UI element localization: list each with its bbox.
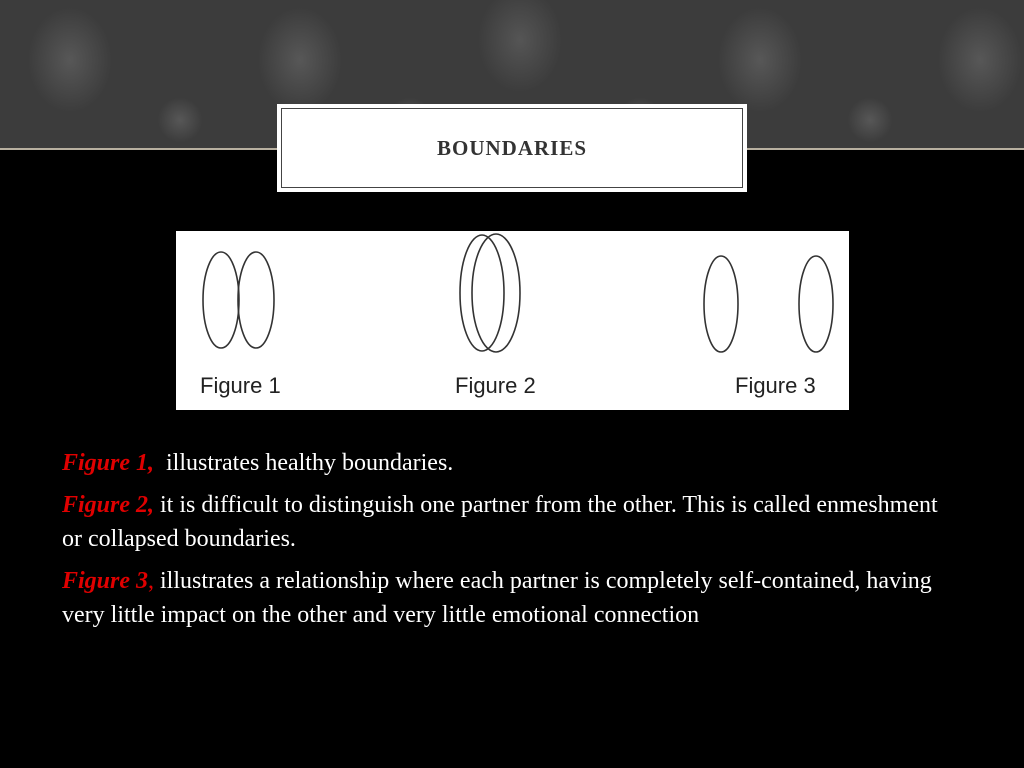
figure-2-oval-front (472, 234, 520, 352)
title-box (277, 104, 747, 192)
paragraph-figure-3 (62, 564, 962, 632)
paragraph-figure-2 (62, 488, 962, 556)
figure-panel (176, 231, 849, 410)
paragraph-figure-1 (62, 446, 962, 480)
figure-1-oval-right (238, 252, 274, 348)
figure-2-label: Figure 2 (455, 373, 536, 398)
figure-1-oval-left (203, 252, 239, 348)
paragraph-lead: Figure 3 (62, 568, 149, 594)
figure-3-label: Figure 3 (735, 373, 816, 398)
paragraph-text: illustrates a relationship where each partner is completely self-contained, having very little impact on the other and very little emotional connection (62, 568, 932, 628)
figure-1-label: Figure 1 (200, 373, 281, 398)
paragraph-text: it is difficult to distinguish one partner from the other. This is called enmeshment or collapsed boundaries. (62, 492, 938, 552)
slide-title: BOUNDARIES (436, 135, 588, 160)
figure-2-oval-back (460, 235, 504, 351)
body-text (62, 446, 962, 640)
figure-3-diagram (704, 256, 833, 352)
figure-1-diagram (203, 252, 274, 348)
paragraph-lead: Figure 1, (62, 450, 155, 476)
figure-3-oval-left (704, 256, 738, 352)
paragraph-text: illustrates healthy boundaries. (166, 450, 454, 476)
boundaries-diagram (176, 231, 849, 410)
paragraph-lead-comma: , (148, 568, 155, 594)
paragraph-lead: Figure 2, (62, 492, 155, 518)
figure-2-diagram (460, 234, 520, 352)
figure-3-oval-right (799, 256, 833, 352)
title-box-frame (281, 108, 743, 188)
